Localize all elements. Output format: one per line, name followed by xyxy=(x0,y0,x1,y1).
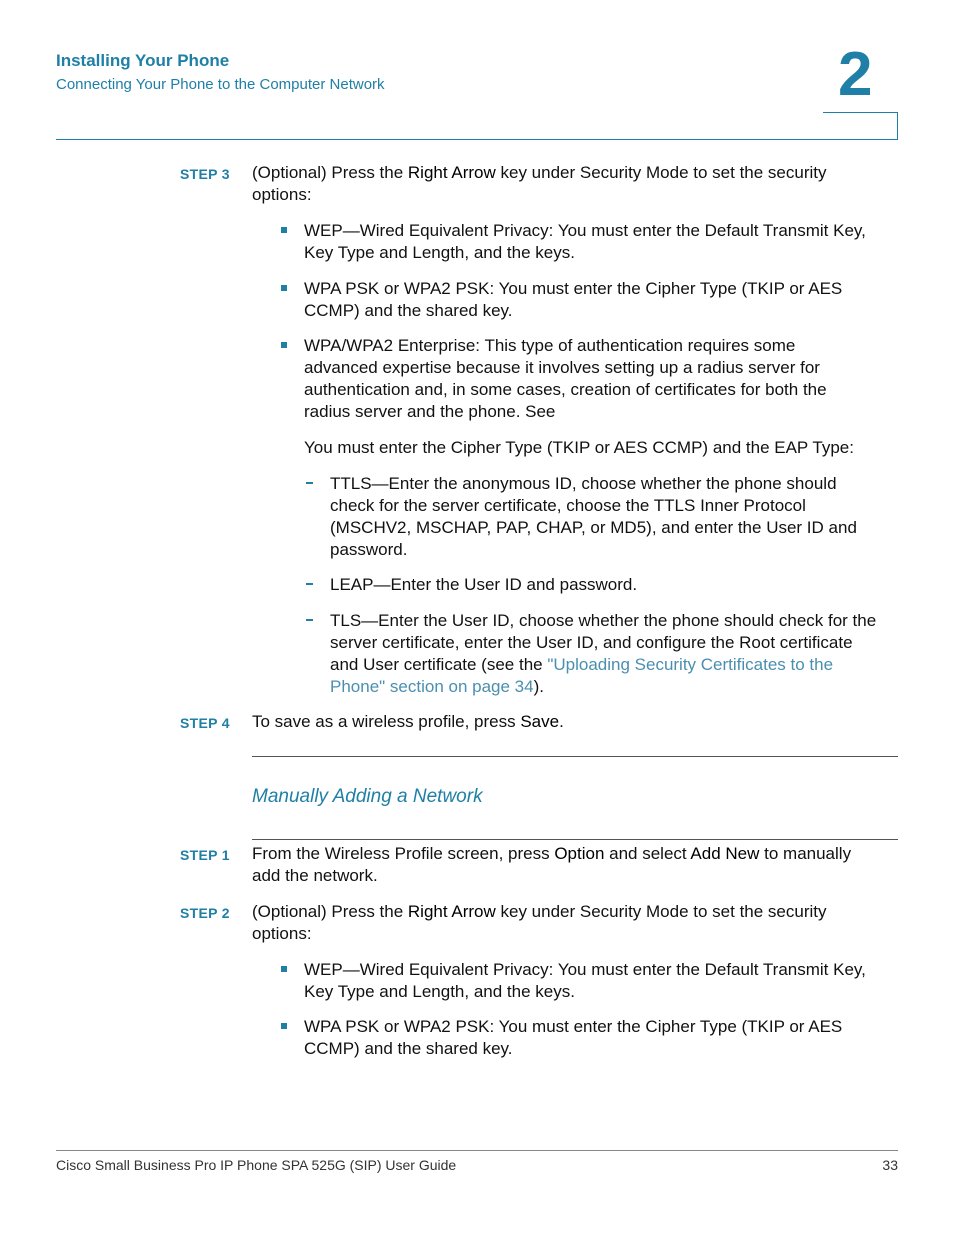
step-1-label: STEP 1 xyxy=(180,847,230,863)
list-item: WEP—Wired Equivalent Privacy: You must enter the Default Transmit Key, Key Type and Length, and the keys. xyxy=(304,221,866,262)
right-arrow-key: Right Arrow xyxy=(407,902,496,921)
section-title: Manually Adding a Network xyxy=(252,786,483,807)
add-new-key: Add New xyxy=(690,844,760,863)
bullet-icon xyxy=(281,1023,287,1029)
list-item: WEP—Wired Equivalent Privacy: You must enter the Default Transmit Key, Key Type and Length, and the keys. xyxy=(304,960,866,1001)
step-2-text: (Optional) Press the Right Arrow key under Security Mode to set the security options: xyxy=(252,902,827,943)
bullet-icon xyxy=(281,285,287,291)
option-key: Option xyxy=(554,844,605,863)
list-item: WPA/WPA2 Enterprise: This type of authentication requires some advanced expertise because it involves setting up a radius server for authentication and, in some cases, creation of certificates for both the radius server and the phone. See xyxy=(304,336,827,421)
section-rule-bottom xyxy=(252,839,898,840)
step-2-label: STEP 2 xyxy=(180,905,230,921)
chapter-number: 2 xyxy=(838,40,873,109)
chapter-box-rule xyxy=(823,112,898,139)
dash-icon xyxy=(306,619,313,621)
eap-intro: You must enter the Cipher Type (TKIP or AES CCMP) and the EAP Type: xyxy=(304,438,854,457)
header-rule xyxy=(56,139,898,140)
list-item: WPA PSK or WPA2 PSK: You must enter the Cipher Type (TKIP or AES CCMP) and the shared key. xyxy=(304,1017,843,1058)
bullet-icon xyxy=(281,227,287,233)
right-arrow-key: Right Arrow xyxy=(407,163,496,182)
list-item: TLS—Enter the User ID, choose whether the phone should check for the server certificate, enter the User ID, and configure the Root certificate and User certificate (see the "Uploading Security Certificates to the Phone" section on page 34). xyxy=(330,611,877,696)
list-item: TTLS—Enter the anonymous ID, choose whether the phone should check for the server certificate, choose the TTLS Inner Protocol (MSCHV2, MSCHAP, PAP, CHAP, or MD5), and enter the User ID and password. xyxy=(330,474,857,559)
page-number: 33 xyxy=(882,1157,898,1173)
step-1-text: From the Wireless Profile screen, press Option and select Add New to manually add the network. xyxy=(252,844,852,885)
section-subtitle: Connecting Your Phone to the Computer Network xyxy=(56,76,385,93)
cross-reference-link[interactable]: "Uploading Security Certificates to the xyxy=(547,655,834,674)
section-rule-top xyxy=(252,756,898,757)
step-3-label: STEP 3 xyxy=(180,166,230,182)
footer-rule xyxy=(56,1150,898,1151)
cross-reference-link-cont[interactable]: Phone" section on page 34 xyxy=(330,677,534,696)
bullet-icon xyxy=(281,342,287,348)
dash-icon xyxy=(306,583,313,585)
step-3-text: (Optional) Press the Right Arrow key under Security Mode to set the security options: xyxy=(252,163,827,204)
dash-icon xyxy=(306,482,313,484)
chapter-title: Installing Your Phone xyxy=(56,51,230,70)
bullet-icon xyxy=(281,966,287,972)
list-item: WPA PSK or WPA2 PSK: You must enter the Cipher Type (TKIP or AES CCMP) and the shared key. xyxy=(304,279,843,320)
list-item: LEAP—Enter the User ID and password. xyxy=(330,575,638,594)
save-key: Save xyxy=(520,712,560,731)
footer-doc-title: Cisco Small Business Pro IP Phone SPA 525G (SIP) User Guide xyxy=(56,1157,457,1173)
step-4-text: To save as a wireless profile, press Save. xyxy=(252,712,564,731)
step-4-label: STEP 4 xyxy=(180,715,230,731)
